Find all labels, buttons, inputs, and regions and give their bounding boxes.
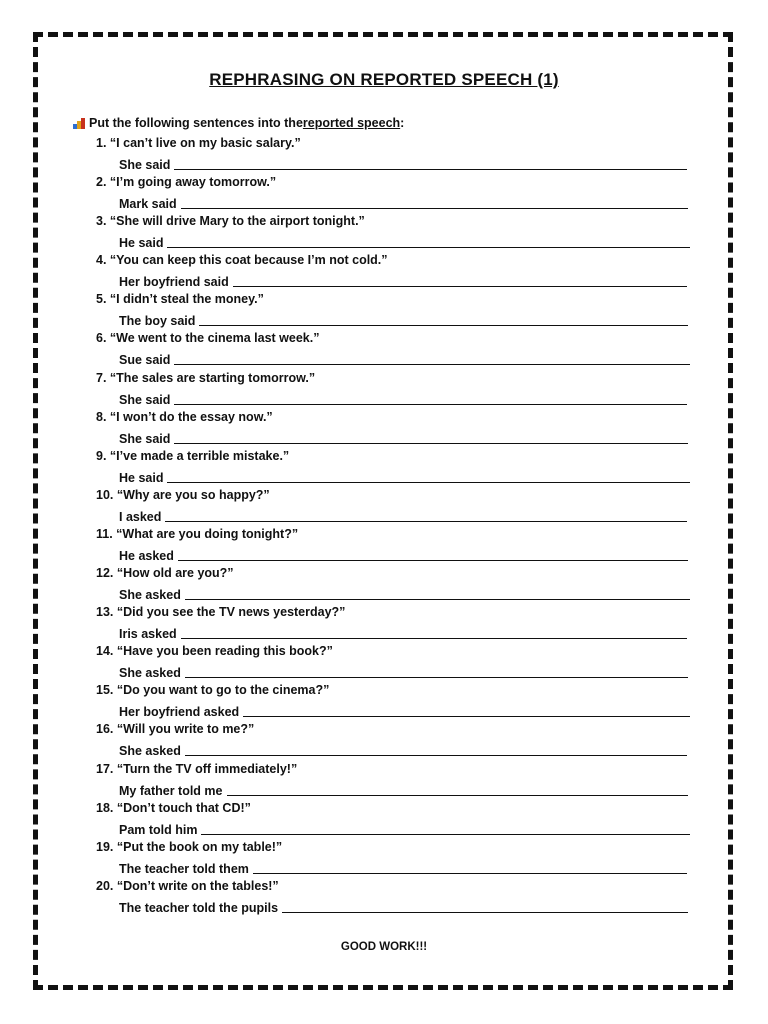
item-number: 7. <box>96 370 107 385</box>
direct-speech-sentence: “The sales are starting tomorrow.” <box>109 370 316 385</box>
answer-blank-line[interactable] <box>185 741 687 756</box>
answer-prefix: Sue said <box>119 353 171 368</box>
direct-speech-sentence: “I can’t live on my basic salary.” <box>109 136 301 150</box>
answer-blank-line[interactable] <box>185 585 690 600</box>
exercise-sentence-row <box>96 408 696 428</box>
item-number: 15. <box>96 683 114 698</box>
answer-blank-line[interactable] <box>167 468 689 483</box>
answer-row <box>96 779 696 799</box>
item-number: 11. <box>96 526 113 541</box>
exercise-item <box>96 760 696 799</box>
answer-blank-line[interactable] <box>201 820 689 835</box>
exercise-item <box>96 525 696 564</box>
exercise-item <box>96 642 696 681</box>
exercise-sentence-row <box>96 799 696 819</box>
item-number: 4. <box>96 253 107 268</box>
item-number: 19. <box>96 839 114 854</box>
answer-prefix: Pam told him <box>119 822 198 837</box>
answer-row <box>96 193 696 213</box>
answer-prefix: He said <box>119 236 164 251</box>
answer-row <box>96 466 696 486</box>
direct-speech-sentence: “We went to the cinema last week.” <box>109 331 320 346</box>
instruction-line <box>73 116 404 130</box>
answer-blank-line[interactable] <box>174 429 688 444</box>
exercise-item <box>96 447 696 486</box>
answer-row <box>96 857 696 877</box>
direct-speech-sentence: “Don’t touch that CD!” <box>116 800 251 815</box>
answer-row <box>96 232 696 252</box>
exercise-sentence-row <box>96 603 696 623</box>
exercise-sentence-row <box>96 681 696 701</box>
answer-prefix: He asked <box>119 548 174 563</box>
answer-row <box>96 505 696 525</box>
answer-blank-line[interactable] <box>243 702 689 717</box>
exercise-item <box>96 212 696 251</box>
exercise-sentence-row <box>96 877 696 897</box>
item-number: 1. <box>96 136 107 150</box>
item-number: 6. <box>96 331 107 346</box>
answer-prefix: She said <box>119 158 171 172</box>
exercise-sentence-row <box>96 369 696 389</box>
answer-row <box>96 740 696 760</box>
answer-row <box>96 271 696 291</box>
exercise-sentence-row <box>96 251 696 271</box>
answer-blank-line[interactable] <box>227 781 689 796</box>
answer-prefix: She asked <box>119 744 181 759</box>
exercise-item <box>96 564 696 603</box>
answer-blank-line[interactable] <box>199 311 688 326</box>
answer-row <box>96 544 696 564</box>
direct-speech-sentence: “You can keep this coat because I’m not cold.” <box>109 253 388 268</box>
direct-speech-sentence: “Did you see the TV news yesterday?” <box>116 605 346 620</box>
exercise-item <box>96 173 696 212</box>
item-number: 3. <box>96 214 107 229</box>
answer-blank-line[interactable] <box>167 233 689 248</box>
answer-blank-line[interactable] <box>174 155 686 170</box>
item-number: 10. <box>96 487 114 502</box>
worksheet-title: REPHRASING ON REPORTED SPEECH (1) <box>209 70 559 89</box>
item-number: 17. <box>96 761 114 776</box>
answer-row <box>96 818 696 838</box>
exercise-sentence-row <box>96 564 696 584</box>
item-number: 12. <box>96 566 114 581</box>
direct-speech-sentence: “Put the book on my table!” <box>116 839 283 854</box>
answer-row <box>96 427 696 447</box>
answer-blank-line[interactable] <box>165 507 686 522</box>
answer-blank-line[interactable] <box>233 272 687 287</box>
answer-row <box>96 623 696 643</box>
exercise-item <box>96 681 696 720</box>
answer-blank-line[interactable] <box>282 898 688 913</box>
answer-row <box>96 701 696 721</box>
answer-prefix: She said <box>119 392 171 407</box>
exercise-item <box>96 603 696 642</box>
item-number: 8. <box>96 409 107 424</box>
answer-prefix: She asked <box>119 588 181 603</box>
direct-speech-sentence: “Why are you so happy?” <box>116 487 270 502</box>
exercise-sentence-row <box>96 329 696 349</box>
item-number: 13. <box>96 605 114 620</box>
answer-prefix: Iris asked <box>119 627 177 642</box>
direct-speech-sentence: “Have you been reading this book?” <box>116 644 333 659</box>
answer-row <box>96 896 696 916</box>
answer-row <box>96 310 696 330</box>
answer-blank-line[interactable] <box>185 663 688 678</box>
answer-row <box>96 388 696 408</box>
answer-prefix: The teacher told them <box>119 861 249 876</box>
item-number: 18. <box>96 800 114 815</box>
item-number: 14. <box>96 644 114 659</box>
direct-speech-sentence: “Do you want to go to the cinema?” <box>116 683 330 698</box>
direct-speech-sentence: “Will you write to me?” <box>116 722 255 737</box>
exercise-item <box>96 369 696 408</box>
direct-speech-sentence: “How old are you?” <box>116 566 234 581</box>
answer-prefix: My father told me <box>119 783 223 798</box>
direct-speech-sentence: “I won’t do the essay now.” <box>109 409 273 424</box>
exercise-sentence-row <box>96 134 696 154</box>
answer-blank-line[interactable] <box>174 350 689 365</box>
answer-blank-line[interactable] <box>181 194 688 209</box>
answer-blank-line[interactable] <box>174 390 686 405</box>
answer-prefix: Mark said <box>119 197 177 212</box>
exercise-sentence-row <box>96 447 696 467</box>
exercise-item <box>96 486 696 525</box>
exercise-item <box>96 799 696 838</box>
direct-speech-sentence: “Don’t write on the tables!” <box>116 878 279 893</box>
answer-prefix: She asked <box>119 666 181 681</box>
exercise-item <box>96 720 696 759</box>
direct-speech-sentence: “Turn the TV off immediately!” <box>116 761 298 776</box>
answer-row <box>96 154 696 174</box>
answer-prefix: The teacher told the pupils <box>119 900 279 915</box>
direct-speech-sentence: “I’m going away tomorrow.” <box>109 175 277 190</box>
answer-prefix: She said <box>119 431 171 446</box>
exercise-sentence-row <box>96 760 696 780</box>
exercise-sentence-row <box>96 525 696 545</box>
direct-speech-sentence: “She will drive Mary to the airport tonight.” <box>109 214 365 229</box>
exercise-item <box>96 290 696 329</box>
exercise-sentence-row <box>96 642 696 662</box>
answer-prefix: He said <box>119 470 164 485</box>
exercise-item <box>96 838 696 877</box>
exercise-item <box>96 329 696 368</box>
instruction-emphasis: reported speech <box>302 116 401 130</box>
answer-prefix: Her boyfriend said <box>119 275 229 290</box>
exercise-sentence-row <box>96 173 696 193</box>
direct-speech-sentence: “What are you doing tonight?” <box>116 526 299 541</box>
direct-speech-sentence: “I’ve made a terrible mistake.” <box>109 448 290 463</box>
item-number: 9. <box>96 448 107 463</box>
exercise-item <box>96 408 696 447</box>
item-number: 16. <box>96 722 114 737</box>
instruction-text: Put the following sentences into the <box>89 116 303 130</box>
answer-blank-line[interactable] <box>181 624 687 639</box>
answer-prefix: The boy said <box>119 314 196 329</box>
exercise-sentence-row <box>96 720 696 740</box>
exercise-list <box>96 134 696 916</box>
exercise-sentence-row <box>96 838 696 858</box>
bullet-icon <box>73 118 85 129</box>
answer-row <box>96 662 696 682</box>
answer-prefix: Her boyfriend asked <box>119 705 240 720</box>
exercise-item <box>96 134 696 173</box>
answer-blank-line[interactable] <box>253 859 687 874</box>
answer-row <box>96 349 696 369</box>
closing-message: GOOD WORK!!! <box>340 941 428 953</box>
instruction-colon: : <box>400 116 405 130</box>
item-number: 20. <box>96 878 114 893</box>
item-number: 5. <box>96 292 107 307</box>
exercise-item <box>96 251 696 290</box>
exercise-sentence-row <box>96 290 696 310</box>
direct-speech-sentence: “I didn’t steal the money.” <box>109 292 264 307</box>
exercise-sentence-row <box>96 486 696 506</box>
item-number: 2. <box>96 175 107 190</box>
answer-prefix: I asked <box>119 509 162 524</box>
exercise-sentence-row <box>96 212 696 232</box>
answer-row <box>96 584 696 604</box>
answer-blank-line[interactable] <box>178 546 688 561</box>
exercise-item <box>96 877 696 916</box>
